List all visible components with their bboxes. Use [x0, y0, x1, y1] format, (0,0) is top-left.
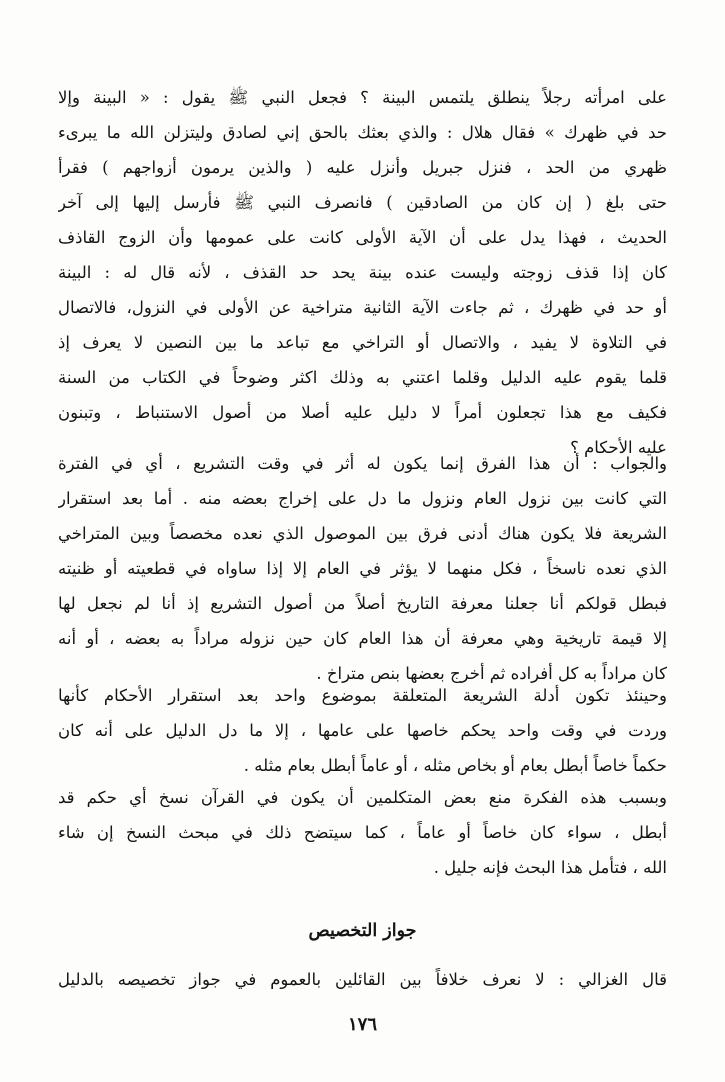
paragraph-answer [58, 446, 667, 691]
text-line: التي كانت بين نزول العام ونزول ما دل على إخراج بعضه منه . أما بعد استقرار [58, 489, 667, 508]
text-line: عليه الأحكام ؟ [570, 438, 667, 457]
text-line: الشريعة فلا يكون هناك أدنى فرق بين الموصول الذي نعده مخصصاً وبين المتراخي [58, 524, 667, 543]
text-line: إلا قيمة تاريخية وهي معرفة أن هذا العام كان حين نزوله مراداً به بعضه ، أو أنه [58, 629, 667, 648]
section-heading: جواز التخصيص [308, 921, 417, 941]
paragraph-opening [58, 80, 667, 465]
text-line: على امرأته رجلاً ينطلق يلتمس البينة ؟ فجعل النبي ﷺ يقول : « البينة وإلا [58, 88, 667, 107]
text-line: حد في ظهرك » فقال هلال : والذي بعثك بالحق إني لصادق وليتزلن الله ما يبرىء [58, 123, 667, 142]
text-line: وبسبب هذه الفكرة منع بعض المتكلمين أن يكون في القرآن نسخ أي حكم قد [58, 788, 667, 807]
text-line: قلما يقوم عليه الدليل وقلما اعتني به وذلك اكثر وضوحاً في الكتاب من السنة [58, 368, 667, 387]
text-line: الذي نعده ناسخاً ، فكل منهما لا يؤثر في العام إلا إذا ساواه في قطعيته أو ظنيته [58, 559, 667, 578]
text-line: وردت في وقت واحد يحكم خاصها على عامها ، إلا ما دل الدليل على أنه كان [58, 721, 667, 740]
text-line: كان إذا قذف زوجته وليست عنده بينة يحد حد القذف ، لأنه قال له : البينة [58, 263, 667, 282]
page-number: ١٧٦ [347, 1014, 377, 1035]
text-line: أو حد في ظهرك ، ثم جاءت الآية الثانية متراخية عن الأولى في النزول، فالاتصال [58, 298, 667, 317]
text-line: حتى بلغ ( إن كان من الصادقين ) فانصرف النبي ﷺ فأرسل إليها إلى آخر [58, 193, 667, 212]
text-line: أبطل ، سواء كان خاصاً أو عاماً ، كما سيتضح ذلك في مبحث النسخ إن شاء [58, 823, 667, 842]
text-line: فكيف مع هذا تجعلون أمراً لا دليل عليه أصلا من أصول الاستنباط ، وتبنون [58, 403, 667, 422]
text-line: قال الغزالي : لا نعرف خلافاً بين القائلين بالعموم في جواز تخصيصه بالدليل [58, 970, 667, 989]
text-line: والجواب : أن هذا الفرق إنما يكون له أثر في وقت التشريع ، أي في الفترة [58, 454, 667, 473]
text-line: في التلاوة لا يفيد ، والاتصال أو التراخي مع تباعد ما بين النصين لا يعرف إذ [58, 333, 667, 352]
text-line: وحينئذ تكون أدلة الشريعة المتعلقة بموضوع واحد بعد استقرار الأحكام كأنها [58, 686, 667, 705]
text-line: ظهري من الحد ، فنزل جبريل وأنزل عليه ( والذين يرمون أزواجهم ) فقرأ [58, 158, 667, 177]
paragraph-ghazali [58, 962, 667, 997]
text-line: الحديث ، فهذا يدل على أن الآية الأولى كانت على عمومها وأن الزوج القاذف [58, 228, 667, 247]
text-line: فبطل قولكم أنا جعلنا معرفة التاريخ أصلاً من أصول التشريع إذ أنا لم نجعل لها [58, 594, 667, 613]
paragraph-reason [58, 780, 667, 885]
paragraph-stability [58, 678, 667, 783]
text-line: حكماً خاصاً أبطل بعام أو بخاص مثله ، أو عاماً أبطل بعام مثله . [243, 756, 667, 775]
text-line: الله ، فتأمل هذا البحث فإنه جليل . [433, 858, 667, 877]
text-line: كان مراداً به كل أفراده ثم أخرج بعضها بنص متراخ . [316, 664, 667, 683]
